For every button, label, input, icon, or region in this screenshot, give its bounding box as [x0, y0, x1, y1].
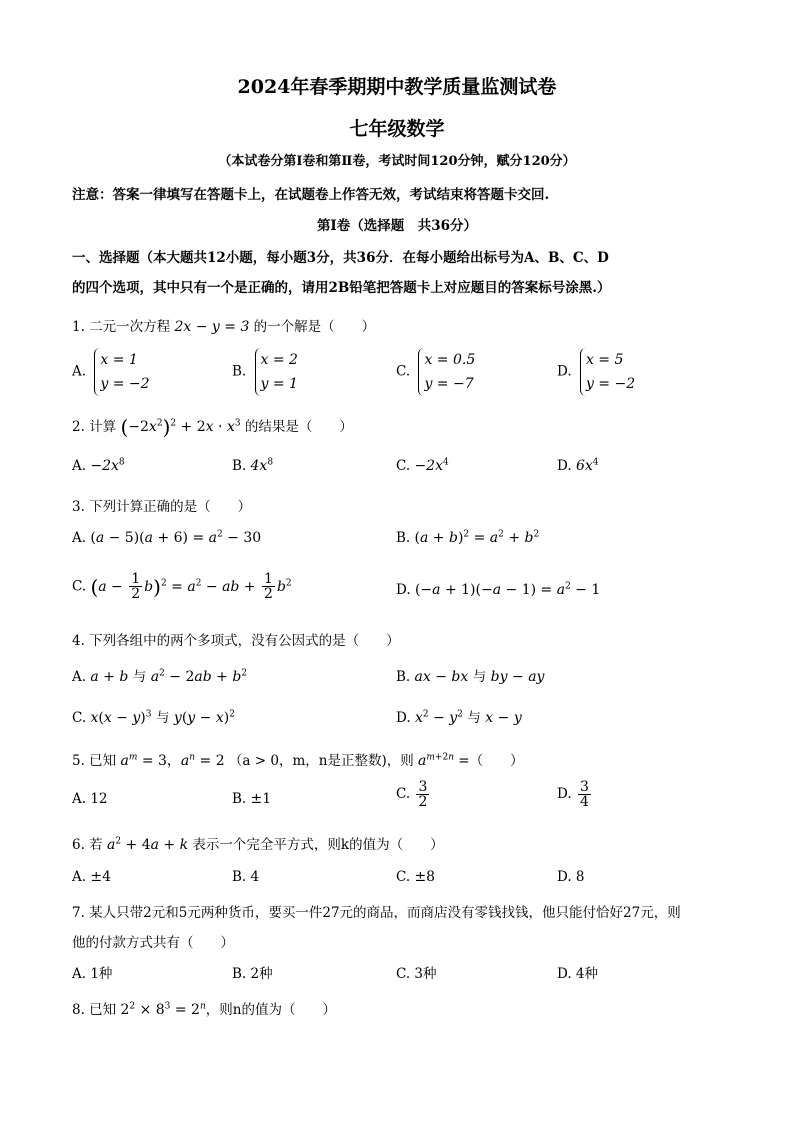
equation-system: [580, 348, 635, 396]
option-expression: $x(x - y)^3$ 与 $y(y - x)^2$: [90, 709, 235, 726]
q6-suffix: 表示一个完全平方式，则k的值为（ ）: [192, 837, 444, 853]
q2-option-c[interactable]: [396, 458, 449, 474]
exam-title: 2024年春季期期中教学质量监测试卷: [237, 76, 557, 98]
question-6-stem: [72, 833, 444, 853]
option-label: D.: [557, 363, 572, 380]
question-4-stem: 4. 下列各组中的两个多项式，没有公因式的是（ ）: [72, 633, 400, 649]
q6-option-b[interactable]: B. 4: [232, 869, 260, 885]
option-expression: $x^2 - y^2$ 与 x − y: [414, 709, 522, 726]
option-value: −2x: [414, 458, 443, 474]
q5-condition: （a > 0，m，n是正整数)，则: [228, 753, 414, 769]
q6-option-d[interactable]: D. 8: [557, 869, 585, 885]
option-label: B.: [232, 363, 247, 380]
option-label: C.: [396, 786, 411, 802]
question-8-stem: [72, 998, 336, 1018]
q2-suffix: 的结果是（ ）: [244, 419, 353, 435]
option-label: A.: [72, 669, 87, 685]
q3-option-a[interactable]: [72, 530, 261, 546]
q7-option-a[interactable]: A. 1种: [72, 966, 113, 982]
q1-option-b[interactable]: [232, 348, 298, 396]
question-3-stem: 3. 下列计算正确的是（ ）: [72, 499, 252, 515]
option-exponent: 4: [592, 457, 599, 468]
system-line: x = 0.5: [424, 352, 476, 368]
option-value: ±8: [414, 869, 436, 885]
option-label: B.: [232, 791, 247, 807]
option-label: B.: [396, 669, 411, 685]
exam-notice: 注意：答案一律填写在答题卡上，在试题卷上作答无效，考试结束将答题卡交回.: [72, 187, 550, 203]
option-expression: $(a - 5)(a + 6) = a^2 - 30$: [90, 529, 262, 546]
fraction: $\frac{3}{4}$: [579, 779, 589, 810]
option-expression: $(-a + 1)(-a - 1) = a^2 - 1$: [414, 581, 601, 598]
q4-option-b[interactable]: [396, 665, 544, 685]
q2-option-b[interactable]: [232, 458, 273, 474]
q4-option-c[interactable]: [72, 706, 235, 726]
q7-option-b[interactable]: B. 2种: [232, 966, 273, 982]
q1-suffix: 的一个解是（ ）: [253, 319, 376, 335]
option-value: ±1: [250, 791, 272, 807]
q8-suffix: ，则n的值为（ ）: [205, 1002, 336, 1018]
system-line: x = 1: [100, 352, 138, 368]
option-label: C.: [396, 458, 411, 474]
q2-option-d[interactable]: [557, 458, 598, 474]
exam-info: （本试卷分第Ⅰ卷和第Ⅱ卷，考试时间120分钟，赋分120分）: [218, 154, 576, 169]
option-label: B.: [396, 530, 411, 546]
q8-prefix: 8. 已知: [72, 1002, 117, 1018]
option-label: A.: [72, 869, 87, 885]
option-expression: ax − bx 与 by − ay: [414, 669, 545, 685]
question-2-stem: [72, 415, 353, 439]
option-label: C.: [72, 710, 87, 726]
question-7-line-1: 7. 某人只带2元和5元两种货币，要买一件27元的商品，而商店没有零钱找钱，他只能付恰好27元，则: [72, 905, 681, 921]
q1-option-d[interactable]: [557, 348, 635, 396]
fraction: $\frac{3}{2}$: [418, 779, 428, 810]
question-5-stem: [72, 749, 524, 770]
q2-prefix: 2. 计算: [72, 419, 117, 435]
option-label: D.: [557, 458, 572, 474]
word-with: 与: [467, 710, 481, 726]
q7-option-d[interactable]: D. 4种: [557, 966, 599, 982]
section-title: 第Ⅰ卷（选择题 共36分）: [316, 218, 478, 234]
q6-prefix: 6. 若: [72, 837, 103, 853]
system-line: y = 1: [260, 376, 298, 392]
q8-expression: $2^2 \times 8^3 = 2^n$: [120, 1001, 206, 1018]
q3-option-c[interactable]: [72, 572, 292, 601]
option-value: ±4: [90, 869, 111, 885]
option-exponent: 4: [442, 457, 449, 468]
option-value: −2x: [90, 458, 119, 474]
system-line: x = 2: [260, 352, 298, 368]
option-label: C.: [72, 578, 87, 595]
system-line: x = 5: [585, 352, 624, 368]
q5-option-d[interactable]: [557, 780, 593, 809]
option-value: 4x: [250, 458, 268, 474]
option-expression: $(a + b)^2 = a^2 + b^2$: [414, 529, 540, 546]
system-line: y = −2: [585, 376, 636, 392]
q3-option-b[interactable]: [396, 530, 539, 546]
word-with: 与: [472, 669, 487, 685]
q5-given: $a^m = 3$，$a^n = 2$: [120, 752, 225, 769]
option-exponent: 8: [118, 457, 125, 468]
q1-equation: 2x − y = 3: [174, 319, 250, 335]
equation-system: [94, 348, 149, 396]
q2-option-a[interactable]: [72, 458, 125, 474]
equation-system: [255, 348, 298, 396]
question-1-stem: [72, 315, 375, 335]
word-with: 与: [132, 669, 147, 685]
q4-option-d[interactable]: [396, 706, 522, 726]
option-exponent: 8: [267, 457, 274, 468]
option-label: D.: [557, 786, 572, 802]
q5-option-b[interactable]: [232, 791, 271, 807]
q7-option-c[interactable]: C. 3种: [396, 966, 437, 982]
q6-option-a[interactable]: [72, 869, 111, 885]
option-label: C.: [396, 869, 411, 885]
system-line: y = −2: [100, 376, 150, 392]
option-label: A.: [72, 530, 87, 546]
q2-expression: $(-2x^2)^2 + 2x \cdot x^3$: [120, 415, 241, 439]
q5-option-c[interactable]: [396, 780, 431, 809]
equation-system: [418, 348, 475, 396]
option-expression: a + b 与 $a^2 - 2ab + b^2$: [90, 668, 248, 685]
q1-prefix: 1. 二元一次方程: [72, 319, 171, 335]
q6-expression: $a^2 + 4a + k$: [106, 836, 189, 853]
option-label: D.: [396, 582, 411, 598]
word-with: 与: [155, 710, 170, 726]
question-7-line-2: 他的付款方式共有（ ）: [72, 935, 234, 951]
q5-suffix: =（ ）: [454, 753, 524, 769]
q4-option-a[interactable]: [72, 665, 247, 685]
option-value: 6x: [575, 458, 593, 474]
q5-prefix: 5. 已知: [72, 753, 117, 769]
q6-option-c[interactable]: [396, 869, 435, 885]
option-label: B.: [232, 458, 247, 474]
option-label: A.: [72, 458, 87, 474]
q3-option-d[interactable]: [396, 582, 600, 598]
exam-subtitle: 七年级数学: [349, 118, 445, 140]
option-expression: (a − $\frac{1}{2}$ $b)^2 = a^2$ − ab + $\frac{1}{2}$ $b^2$: [90, 571, 292, 602]
system-line: y = −7: [424, 376, 474, 392]
q1-option-c[interactable]: [396, 348, 475, 396]
q5-target: $a^{m+2n}$: [418, 752, 454, 769]
option-label: D.: [396, 710, 411, 726]
q1-option-a[interactable]: [72, 348, 150, 396]
option-label: A.: [72, 363, 87, 380]
q5-option-a[interactable]: A. 12: [72, 791, 108, 807]
option-label: C.: [396, 363, 411, 380]
section-instruction-2: 的四个选项，其中只有一个是正确的，请用2B铅笔把答题卡上对应题目的答案标号涂黑.）: [72, 280, 611, 296]
section-instruction-1: 一、选择题（本大题共12小题，每小题3分，共36分．在每小题给出标号为A、B、C、D: [72, 250, 609, 266]
